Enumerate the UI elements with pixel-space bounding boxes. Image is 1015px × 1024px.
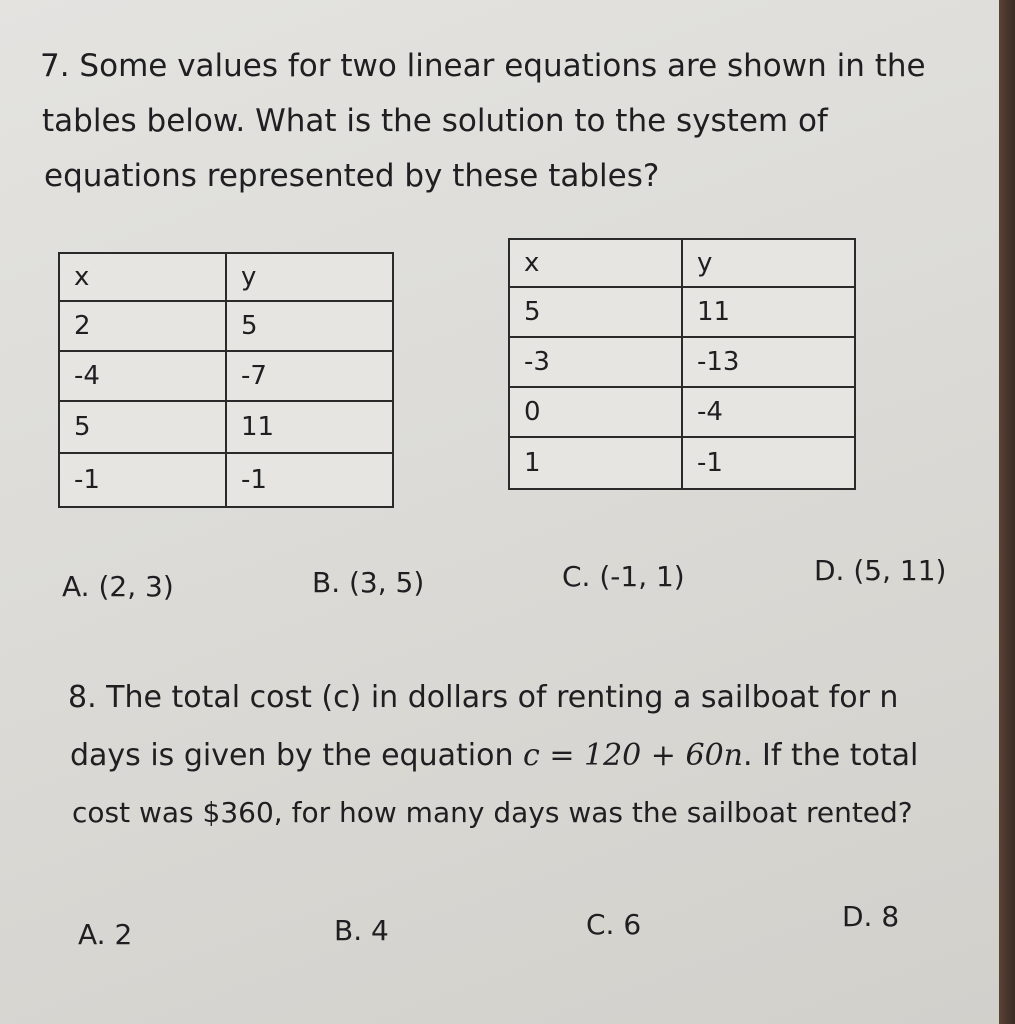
cost-equation: c = 120 + 60n	[523, 738, 743, 773]
table-2-cell: 1	[509, 437, 682, 489]
values-table-1	[58, 252, 394, 508]
q7-choice-c: C. (-1, 1)	[562, 560, 685, 593]
table-2-cell: -13	[682, 337, 855, 387]
q8-choice-d: D. 8	[842, 900, 900, 933]
table-2-cell: -4	[682, 387, 855, 437]
question-8-line-3: cost was $360, for how many days was the sailboat rented?	[72, 796, 913, 829]
question-8-line-2	[70, 738, 918, 773]
table-2-header-x: x	[509, 239, 682, 287]
q7-choice-b: B. (3, 5)	[312, 566, 425, 599]
q8-choice-b: B. 4	[334, 914, 389, 947]
q7-choice-a: A. (2, 3)	[62, 570, 174, 603]
table-2-cell: 0	[509, 387, 682, 437]
table-2-cell: 11	[682, 287, 855, 337]
table-1-header-x: x	[59, 253, 226, 301]
question-8-line-2-end: . If the total	[742, 738, 919, 773]
table-2-cell: 5	[509, 287, 682, 337]
question-7-line-3: equations represented by these tables?	[44, 158, 660, 194]
question-8-line-2-start: days is given by the equation	[70, 738, 523, 773]
table-1-cell: 11	[226, 401, 393, 453]
question-7-line-1: 7. Some values for two linear equations are shown in the	[40, 48, 926, 84]
values-table-2	[508, 238, 856, 490]
table-1-cell: -4	[59, 351, 226, 401]
page-edge-shadow	[999, 0, 1015, 1024]
q8-choice-c: C. 6	[586, 908, 642, 941]
question-8-line-1: 8. The total cost (c) in dollars of renting a sailboat for n	[68, 680, 899, 715]
q8-choice-a: A. 2	[78, 918, 133, 951]
q7-choice-d: D. (5, 11)	[814, 554, 947, 587]
table-1-header-y: y	[226, 253, 393, 301]
table-2-cell: -3	[509, 337, 682, 387]
table-1-cell: -1	[226, 453, 393, 507]
table-1-cell: -7	[226, 351, 393, 401]
table-2-cell: -1	[682, 437, 855, 489]
table-1-cell: -1	[59, 453, 226, 507]
table-1-cell: 2	[59, 301, 226, 351]
question-7-line-2: tables below. What is the solution to the system of	[42, 103, 828, 139]
table-2-header-y: y	[682, 239, 855, 287]
table-1-cell: 5	[226, 301, 393, 351]
table-1-cell: 5	[59, 401, 226, 453]
